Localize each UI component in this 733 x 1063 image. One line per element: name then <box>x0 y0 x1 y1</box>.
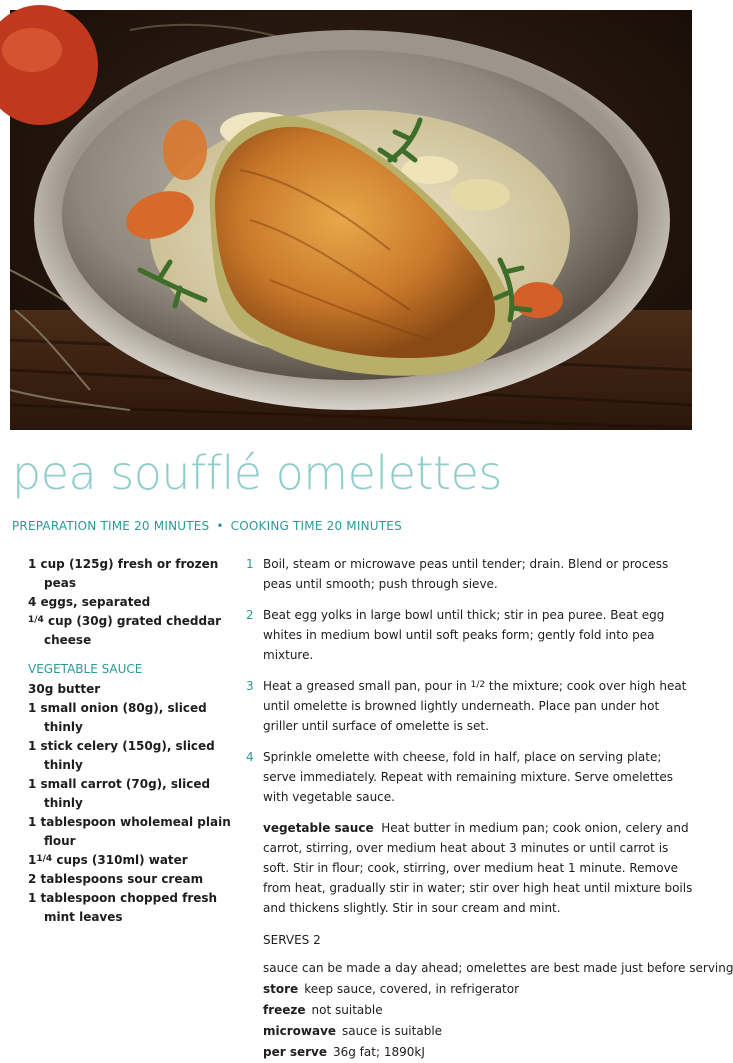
ingredient-item: 2 tablespoons sour cream <box>28 872 204 886</box>
ingredient-item: 1 small carrot (70g), sliced thinly <box>28 777 211 810</box>
vegetable-sauce-method <box>246 818 694 918</box>
serves: SERVES 2 <box>263 933 321 947</box>
ingredients-list <box>28 555 233 927</box>
prep-cook-times <box>12 519 402 533</box>
step-number: 2 <box>246 608 254 622</box>
step-number: 1 <box>246 557 254 571</box>
freeze-text: not suitable <box>311 1003 383 1017</box>
whole-number: 1 <box>28 853 37 867</box>
make-ahead-note: sauce can be made a day ahead; omelettes are best made just before serving <box>263 961 733 975</box>
time-separator: • <box>216 519 224 533</box>
fraction: 1/2 <box>470 680 486 690</box>
method-step <box>246 605 694 665</box>
step-text: Beat egg yolks in large bowl until thick; stir in pea puree. Beat egg whites in medium bowl until soft peaks form; gently fold into pea mixture. <box>263 608 665 662</box>
preparation-time: PREPARATION TIME 20 MINUTES <box>12 519 210 533</box>
ingredient-item: 1 tablespoon wholemeal plain flour <box>28 815 231 848</box>
fraction: 1/4 <box>36 854 53 864</box>
ingredient-item: 1 small onion (80g), sliced thinly <box>28 701 207 734</box>
method-section <box>246 554 733 1063</box>
sauce-label: vegetable sauce <box>263 821 374 835</box>
microwave-label: microwave <box>263 1024 337 1038</box>
method-step <box>246 676 694 736</box>
fraction: 1/4 <box>28 615 44 625</box>
omelette-photo-illustration <box>10 10 692 430</box>
ingredient-item: 4 eggs, separated <box>28 595 151 609</box>
step-text: the mixture; cook over high heat until omelette is browned lightly underneath. Place pan under hot griller until surface of omelette is set. <box>263 679 687 733</box>
freeze-label: freeze <box>263 1003 306 1017</box>
ingredient-item: 1 cup (125g) fresh or frozen peas <box>28 557 219 590</box>
step-text: Sprinkle omelette with cheese, fold in half, place on serving plate; serve immediately. Repeat with remaining mixture. Serve omelettes with vegetable sauce. <box>263 750 673 804</box>
step-number: 4 <box>246 750 254 764</box>
step-number: 3 <box>246 679 254 693</box>
microwave-text: sauce is suitable <box>342 1024 443 1038</box>
per-serve-text: 36g fat; 1890kJ <box>332 1045 425 1059</box>
store-note <box>246 979 694 1000</box>
ingredient-text: cups (310ml) water <box>52 853 188 867</box>
ingredient-item: 30g butter <box>28 682 101 696</box>
microwave-note <box>246 1021 694 1042</box>
ingredient-item: 1 tablespoon chopped fresh mint leaves <box>28 891 218 924</box>
ingredient-item: 1 stick celery (150g), sliced thinly <box>28 739 215 772</box>
method-step <box>246 747 694 807</box>
ingredient-text: cup (30g) grated cheddar cheese <box>43 614 222 647</box>
ingredient-item <box>28 851 233 870</box>
per-serve-label: per serve <box>263 1045 327 1059</box>
ingredient-item <box>28 612 233 650</box>
recipe-title: pea soufflé omelettes <box>12 446 502 500</box>
vegetable-sauce-heading: VEGETABLE SAUCE <box>28 662 143 676</box>
step-text: Boil, steam or microwave peas until tender; drain. Blend or process peas until smooth; push through sieve. <box>263 557 669 591</box>
method-step <box>246 554 694 594</box>
cooking-time: COOKING TIME 20 MINUTES <box>230 519 402 533</box>
store-text: keep sauce, covered, in refrigerator <box>304 982 520 996</box>
freeze-note <box>246 1000 694 1021</box>
step-text: Heat a greased small pan, pour in <box>263 679 471 693</box>
food-photo <box>10 10 692 430</box>
store-label: store <box>263 982 299 996</box>
sauce-text: Heat butter in medium pan; cook onion, celery and carrot, stirring, over medium heat about 3 minutes or until carrot is soft. Stir in flour; cook, stirring, over medium heat 1 minute. Remove from heat, gradually stir in water; stir over high heat until mixture boils and thickens slightly. Stir in sour cream and mint. <box>263 821 693 915</box>
per-serve-note <box>246 1042 694 1063</box>
